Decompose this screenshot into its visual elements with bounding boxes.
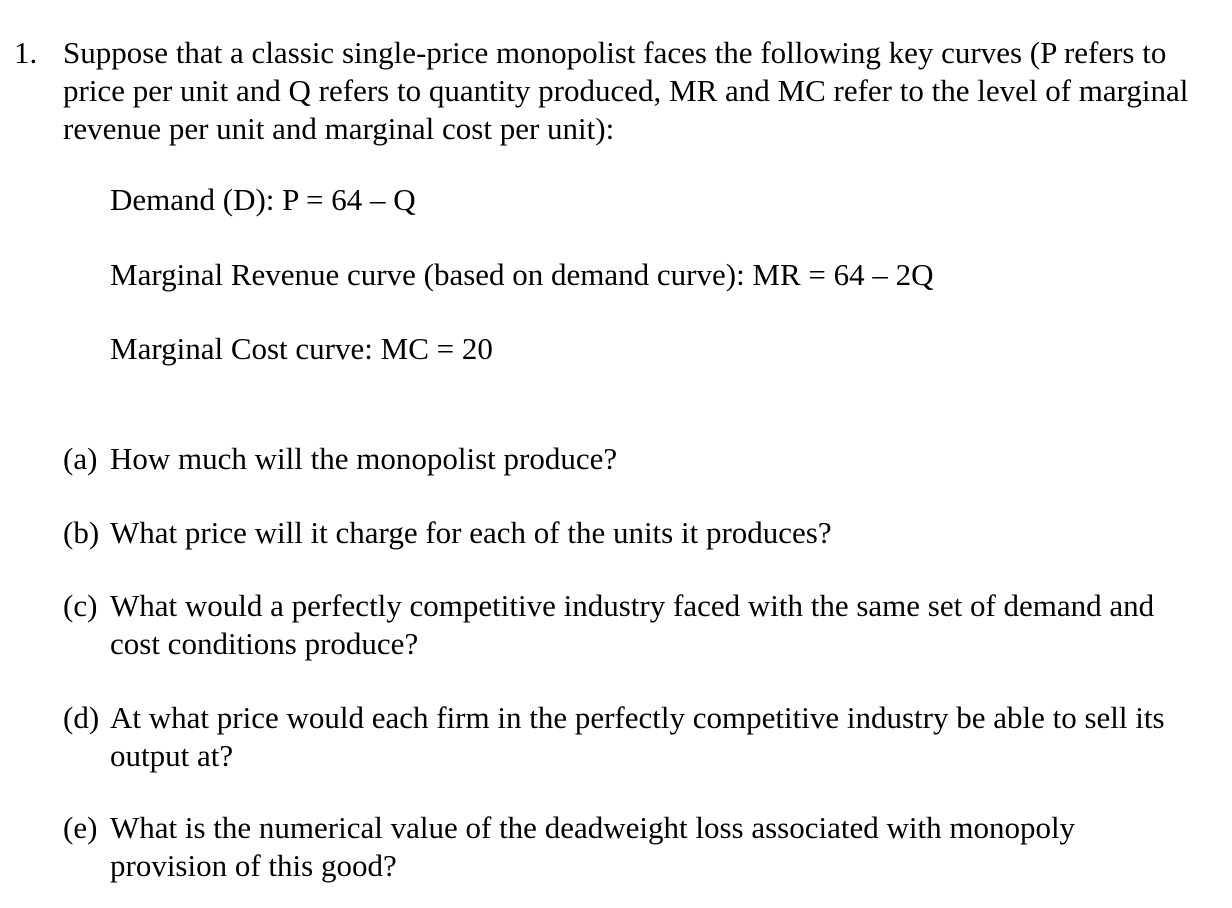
- part-text: What price will it charge for each of the units it produces?: [110, 515, 832, 550]
- question-part-c: [63, 587, 1193, 663]
- part-text: What would a perfectly competitive industry faced with the same set of demand and cost conditions produce?: [110, 588, 1155, 661]
- question-part-a: [63, 440, 1193, 478]
- demand-equation: Demand (D): P = 64 – Q: [110, 182, 416, 217]
- question-part-b: [63, 514, 1193, 552]
- part-label: (c): [63, 588, 98, 623]
- marginal-revenue-equation: Marginal Revenue curve (based on demand curve): MR = 64 – 2Q: [110, 257, 934, 292]
- part-text: What is the numerical value of the deadweight loss associated with monopoly provision of this good?: [110, 810, 1076, 883]
- part-label: (b): [63, 515, 100, 550]
- question-part-e: [63, 809, 1193, 885]
- question-number: 1.: [14, 35, 38, 70]
- question-intro: Suppose that a classic single-price monopolist faces the following key curves (P refers to price per unit and Q refers to quantity produced, MR and MC refer to the level of marginal revenue per unit and marginal cost per unit):: [63, 35, 1189, 146]
- part-label: (d): [63, 700, 100, 735]
- marginal-cost-equation: Marginal Cost curve: MC = 20: [110, 331, 493, 366]
- part-text: How much will the monopolist produce?: [110, 441, 618, 476]
- part-text: At what price would each firm in the perfectly competitive industry be able to sell its output at?: [110, 700, 1165, 773]
- question-part-d: [63, 699, 1193, 775]
- part-label: (a): [63, 441, 98, 476]
- part-label: (e): [63, 810, 98, 845]
